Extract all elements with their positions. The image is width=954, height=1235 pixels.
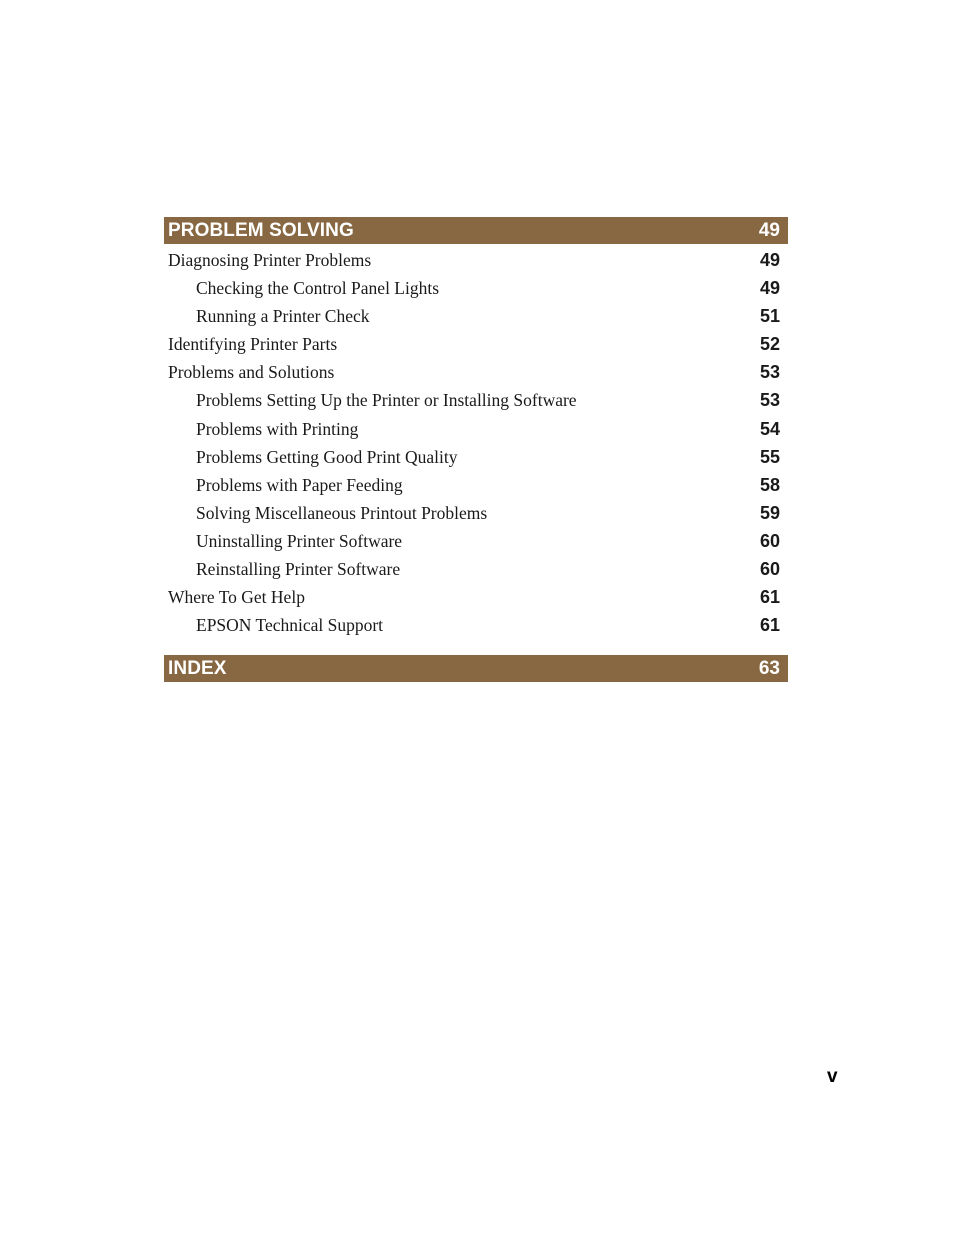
section-title: PROBLEM SOLVING xyxy=(168,220,354,241)
toc-entry-miscellaneous-printout[interactable] xyxy=(164,499,788,527)
section-title: INDEX xyxy=(168,658,227,680)
toc-entry-page: 51 xyxy=(759,306,780,327)
table-of-contents xyxy=(164,217,788,682)
toc-entry-label: Solving Miscellaneous Printout Problems xyxy=(196,502,488,523)
toc-entry-label: EPSON Technical Support xyxy=(196,615,384,636)
toc-entry-checking-control-panel-lights[interactable] xyxy=(164,274,788,302)
toc-entry-page: 53 xyxy=(759,390,780,411)
toc-entry-label: Problems and Solutions xyxy=(168,362,335,383)
section-page-number: 49 xyxy=(758,220,780,241)
toc-entry-reinstalling-software[interactable] xyxy=(164,555,788,583)
toc-entry-label: Uninstalling Printer Software xyxy=(196,530,403,551)
toc-entry-page: 61 xyxy=(759,615,780,636)
toc-entry-uninstalling-software[interactable] xyxy=(164,527,788,555)
section-header-index[interactable] xyxy=(164,655,788,682)
toc-entry-running-printer-check[interactable] xyxy=(164,302,788,330)
toc-entry-page: 59 xyxy=(759,502,780,523)
section-header-problem-solving[interactable] xyxy=(164,217,788,244)
toc-entry-page: 58 xyxy=(759,474,780,495)
toc-entry-identifying-printer-parts[interactable] xyxy=(164,330,788,358)
toc-entry-print-quality[interactable] xyxy=(164,443,788,471)
toc-entry-page: 54 xyxy=(759,418,780,439)
toc-entry-paper-feeding[interactable] xyxy=(164,471,788,499)
toc-entry-label: Diagnosing Printer Problems xyxy=(168,250,372,270)
toc-entry-epson-technical-support[interactable] xyxy=(164,611,788,639)
toc-entry-page: 55 xyxy=(759,446,780,467)
toc-entry-label: Problems Getting Good Print Quality xyxy=(196,446,458,467)
toc-entry-problems-setting-up[interactable] xyxy=(164,386,788,414)
toc-entry-page: 60 xyxy=(759,559,780,580)
section-spacer xyxy=(164,639,788,655)
page-folio: v xyxy=(827,1066,838,1087)
toc-entry-label: Running a Printer Check xyxy=(196,306,370,327)
toc-entry-page: 49 xyxy=(759,278,780,299)
toc-entry-label: Problems with Paper Feeding xyxy=(196,474,403,495)
toc-entry-where-to-get-help[interactable] xyxy=(164,583,788,611)
toc-entry-problems-with-printing[interactable] xyxy=(164,415,788,443)
toc-entry-label: Problems Setting Up the Printer or Installing Software xyxy=(196,390,577,411)
toc-entry-label: Where To Get Help xyxy=(168,587,305,608)
toc-entry-label: Checking the Control Panel Lights xyxy=(196,278,440,299)
toc-entry-page: 52 xyxy=(759,334,780,355)
toc-entry-problems-and-solutions[interactable] xyxy=(164,358,788,386)
toc-entry-label: Identifying Printer Parts xyxy=(168,334,338,355)
toc-entry-page: 53 xyxy=(759,362,780,383)
toc-entry-page: 49 xyxy=(759,250,780,270)
toc-entry-page: 61 xyxy=(759,587,780,608)
toc-entries xyxy=(164,244,788,639)
toc-entry-label: Problems with Printing xyxy=(196,418,359,439)
toc-entry-label: Reinstalling Printer Software xyxy=(196,559,401,580)
toc-entry-diagnosing-printer-problems[interactable] xyxy=(164,246,788,274)
toc-entry-page: 60 xyxy=(759,530,780,551)
section-page-number: 63 xyxy=(758,658,780,680)
